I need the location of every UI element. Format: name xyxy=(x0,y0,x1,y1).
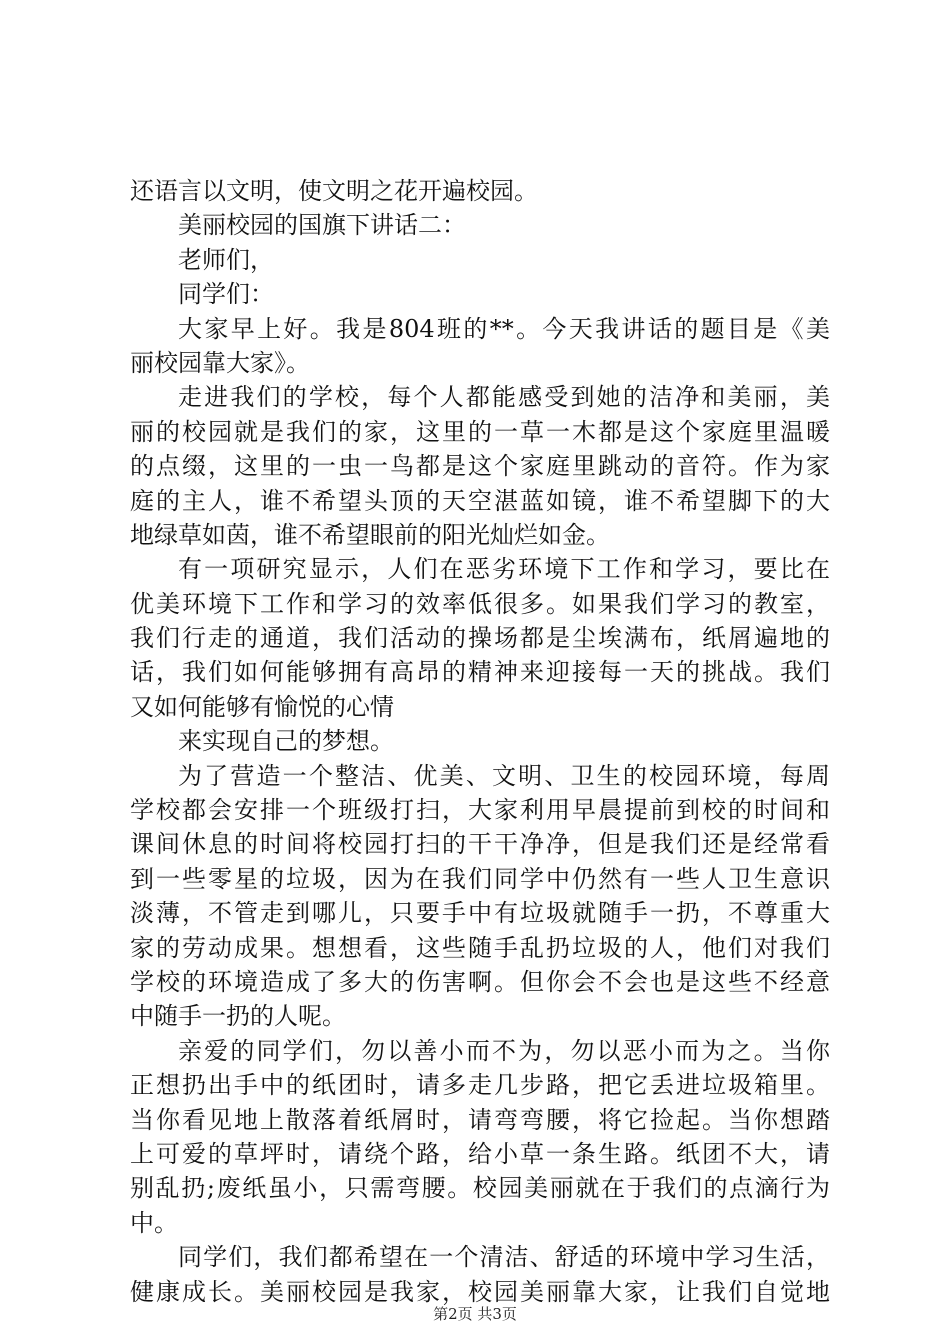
text-line: 当你看见地上散落着纸屑时，请弯弯腰，将它捡起。当你想踏 xyxy=(130,1105,830,1134)
text-line: 还语言以文明，使文明之花开遍校园。 xyxy=(130,177,538,205)
text-line: 家的劳动成果。想想看，这些随手乱扔垃圾的人，他们对我们 xyxy=(130,933,830,962)
text-line: 别乱扔;废纸虽小，只需弯腰。校园美丽就在于我们的点滴行为 xyxy=(130,1174,830,1203)
text-line: 课间休息的时间将校园打扫的干干净净，但是我们还是经常看 xyxy=(130,830,830,859)
text-line: 同学们，我们都希望在一个清洁、舒适的环境中学习生活， xyxy=(178,1243,830,1272)
text-line: 丽的校园就是我们的家，这里的一草一木都是这个家庭里温暖 xyxy=(130,417,830,446)
page-footer: 第2页 共3页 xyxy=(433,1305,517,1323)
text-line: 大家早上好。我是804班的**。今天我讲话的题目是《美 xyxy=(178,314,830,343)
text-line: 优美环境下工作和学习的效率低很多。如果我们学习的教室， xyxy=(130,589,830,618)
text-line: 同学们： xyxy=(178,280,274,309)
text-line: 地绿草如茵，谁不希望眼前的阳光灿烂如金。 xyxy=(130,520,610,549)
text-line: 中。 xyxy=(130,1208,178,1237)
text-line: 走进我们的学校，每个人都能感受到她的洁净和美丽，美 xyxy=(178,383,830,412)
text-line: 学校都会安排一个班级打扫，大家利用早晨提前到校的时间和 xyxy=(130,796,830,825)
text-line: 亲爱的同学们，勿以善小而不为，勿以恶小而为之。当你 xyxy=(178,1036,830,1065)
text-line: 的点缀，这里的一虫一鸟都是这个家庭里跳动的音符。作为家 xyxy=(130,452,830,481)
text-line: 健康成长。美丽校园是我家，校园美丽靠大家，让我们自觉地 xyxy=(130,1277,830,1306)
text-line: 又如何能够有愉悦的心情 xyxy=(130,692,394,721)
text-line: 中随手一扔的人呢。 xyxy=(130,1002,346,1031)
text-line: 来实现自己的梦想。 xyxy=(178,727,394,756)
text-line: 正想扔出手中的纸团时，请多走几步路，把它丢进垃圾箱里。 xyxy=(130,1071,830,1100)
text-line: 有一项研究显示，人们在恶劣环境下工作和学习，要比在 xyxy=(178,555,830,584)
document-body xyxy=(130,174,830,1309)
text-line: 学校的环境造成了多大的伤害啊。但你会不会也是这些不经意 xyxy=(130,967,830,996)
text-line: 庭的主人，谁不希望头顶的天空湛蓝如镜，谁不希望脚下的大 xyxy=(130,486,830,515)
text-line: 上可爱的草坪时，请绕个路，给小草一条生路。纸团不大，请 xyxy=(130,1139,830,1168)
text-line: 我们行走的通道，我们活动的操场都是尘埃满布，纸屑遍地的 xyxy=(130,624,830,653)
text-line: 淡薄，不管走到哪儿，只要手中有垃圾就随手一扔，不尊重大 xyxy=(130,899,830,928)
text-line: 美丽校园的国旗下讲话二： xyxy=(178,211,466,240)
text-line: 老师们， xyxy=(178,245,274,274)
text-line: 话，我们如何能够拥有高昂的精神来迎接每一天的挑战。我们 xyxy=(130,658,830,687)
text-line: 为了营造一个整洁、优美、文明、卫生的校园环境，每周 xyxy=(178,761,830,790)
text-line: 到一些零星的垃圾，因为在我们同学中仍然有一些人卫生意识 xyxy=(130,864,830,893)
text-line: 丽校园靠大家》。 xyxy=(130,348,310,377)
